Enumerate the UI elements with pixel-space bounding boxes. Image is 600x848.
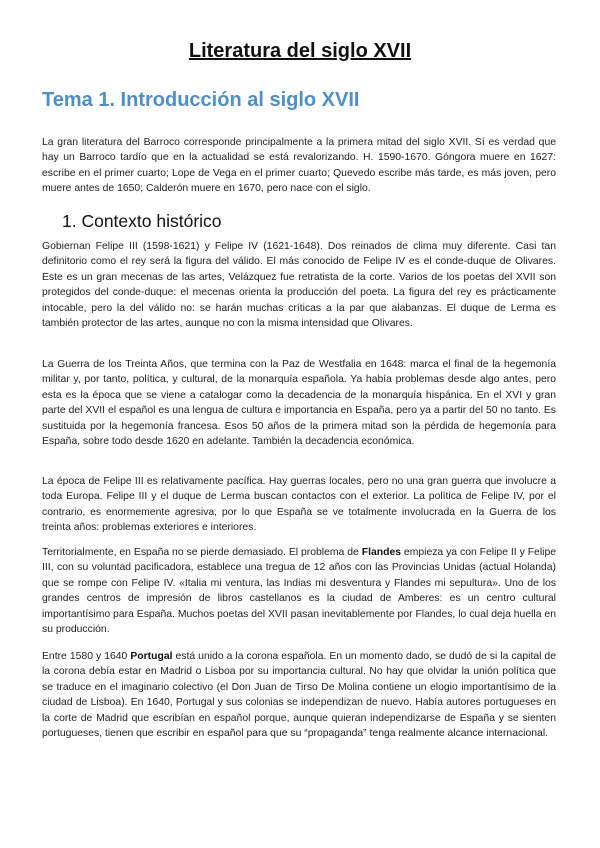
paragraph-guerra: La Guerra de los Treinta Años, que termina con la Paz de Westfalia en 1648: marca el final de la hegemonía militar y, por tanto, política, y cultural, de la monarquía española. Ya había problemas desde algo antes, pero esta es la época que se viene a catalogar como la decadencia de la monarquía hispánica. En el XVI y gran parte del XVII el español es una lengua de cultura e importancia en España, pero ya a partir del 50 no tanto. Es sustituida por la hegemonía francesa. Esos 50 años de la primera mitad son la pérdida de hegemonía para España, sobre todo desde 1620 en adelante. También la decadencia económica. [42, 359, 556, 448]
paragraph-epoca: La época de Felipe III es relativamente pacífica. Hay guerras locales, pero no una gran guerra que involucre a toda Europa. Felipe III y el duque de Lerma buscan contactos con el exterior. La política de Felipe IV, por el contrario, es enormemente agresiva, por lo que España se ve totalmente involucrada en la Guerra de los treinta años: problemas exteriores e interiores. [42, 476, 556, 534]
flandes-text-after: empieza ya con Felipe II y Felipe III, con su voluntad pacificadora, establece una tregua de 12 años con las Provincias Unidas (actual Holanda) que se rompe con Felipe IV. «Italia mi ventura, las Indias mi desventura y Flandes mi sepultura». Uno de los grandes centros de impresión de libros castellanos es la ciudad de Amberes: es un centro cultural importantísimo para España. Muchos poetas del XVII pasan inevitablemente por Flandes, lo cual deja huella en su producción. [42, 547, 557, 636]
portugal-bold: Portugal [130, 651, 173, 662]
flandes-bold: Flandes [361, 547, 401, 558]
intro-paragraph: La gran literatura del Barroco corresponde principalmente a la primera mitad del siglo XVII. Sí es verdad que hay un Barroco tardío que en la actualidad se está revalorizando. H. 1590-1670. Góngora muere en 1627: escribe en el primer cuarto; Lope de Vega en el primer cuarto; Quevedo escribe más tarde, es más joven, pero muere antes de 1650; Calderón muere en 1670, pero nace con el siglo. [42, 137, 556, 195]
paragraph-portugal [42, 649, 556, 741]
portugal-text-after: está unido a la corona española. En un momento dado, se dudó de si la capital de la corona debía estar en Madrid o Lisboa por su importancia cultural. No hay que olvidar la unión política que se traduce en el imaginario colectivo (el Don Juan de Tirso De Molina contiene un elogio importantísimo de la ciudad de Lisboa). En 1640, Portugal y sus colonias se independizan de nuevo. Había autores portugueses en la corte de Madrid que escribían en español porque, aunque quieran independizarse de España y se sienten portugueses, tienen que escribir en español para que su “propaganda” tenga realmente alcance internacional. [42, 651, 556, 740]
paragraph-felipe: Gobiernan Felipe III (1598-1621) y Felipe IV (1621-1648). Dos reinados de clima muy diferente. Casi tan definitorio como el rey será la figura del válido. El más conocido de Felipe IV es el conde-duque de Olivares. Este es un gran mecenas de las artes, Velázquez fue retratista de la corte. Varios de los poetas del XVII son protegidos del conde-duque: el mecenas orienta la producción del poeta. La figura del rey es prácticamente intocable, pero la del válido no: se harán muchas críticas a la par que alabanzas. El duque de Lerma es también protector de las artes, aunque no con la misma intensidad que Olivares. [42, 241, 556, 330]
section-heading: 1. Contexto histórico [62, 211, 222, 231]
portugal-text-before: Entre 1580 y 1640 [42, 651, 131, 662]
paragraph-flandes [42, 545, 556, 637]
document-title: Literatura del siglo XVII [188, 40, 412, 62]
tema-heading: Tema 1. Introducción al siglo XVII [42, 89, 360, 111]
flandes-text-before: Territorialmente, en España no se pierde demasiado. El problema de [42, 547, 362, 558]
